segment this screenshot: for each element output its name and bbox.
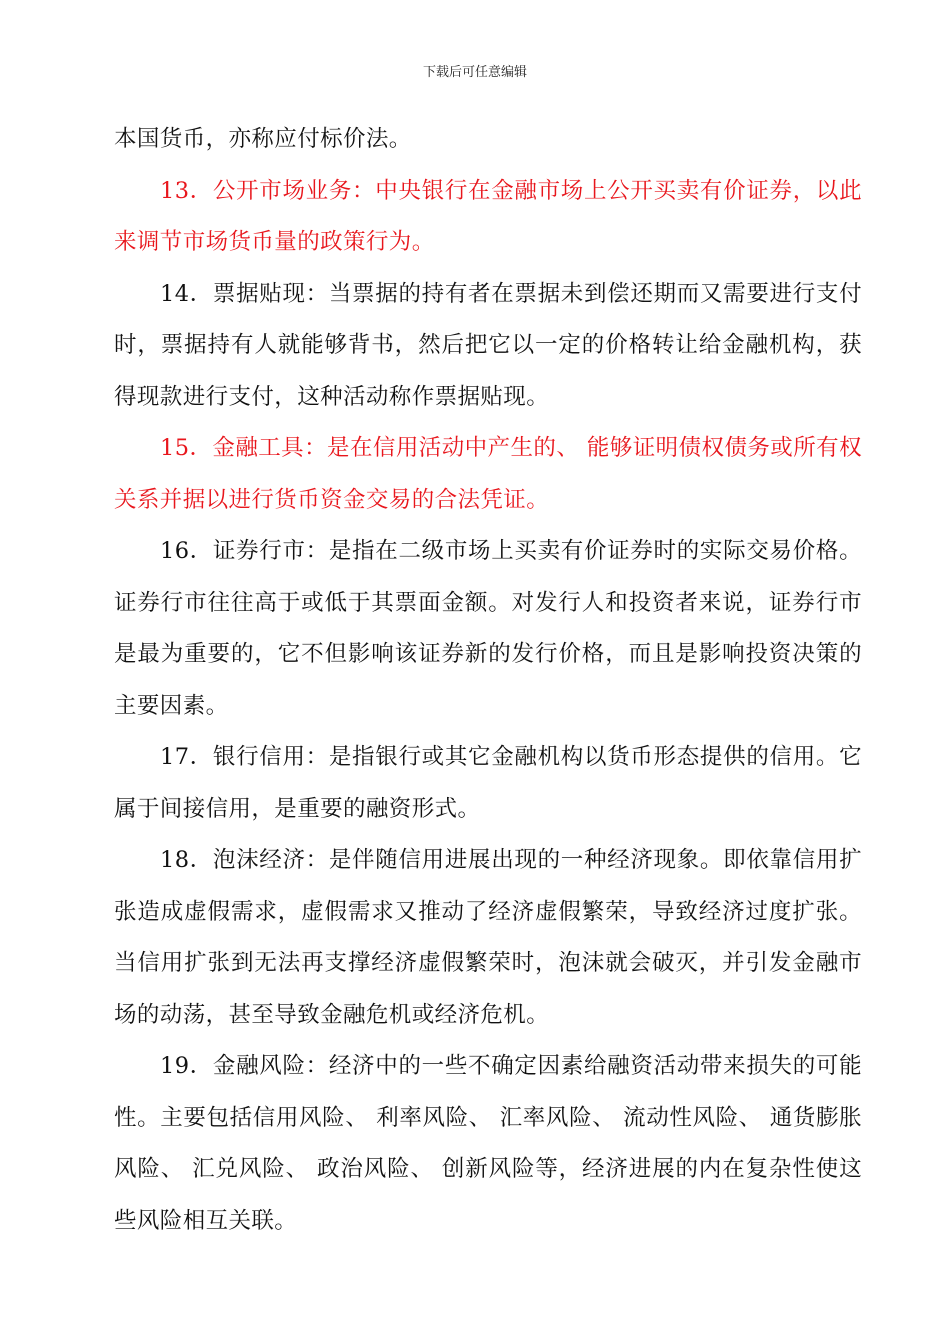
page-header: 下载后可任意编辑 (422, 65, 527, 80)
paragraph-term-14: 14．票据贴现：当票据的持有者在票据未到偿还期而又需要进行支付时，票据持有人就能够背书，然后把它以一定的价格转让给金融机构，获得现款进行支付，这种活动称作票据贴现。 (114, 280, 862, 410)
paragraph-term-19: 19．金融风险：经济中的一些不确定因素给融资活动带来损失的可能性。主要包括信用风险、 利率风险、 汇率风险、 流动性风险、 通货膨胀风险、 汇兑风险、 政治风险、 创新风险等，经济进展的内在复杂性使这些风险相互关联。 (114, 1053, 862, 1234)
paragraph-term-16: 16．证券行市：是指在二级市场上买卖有价证券时的实际交易价格。证券行市往往高于或低于其票面金额。对发行人和投资者来说，证券行市是最为重要的，它不但影响该证券新的发行价格，而且是影响投资决策的主要因素。 (114, 538, 862, 719)
paragraph-term-13: 13．公开市场业务：中央银行在金融市场上公开买卖有价证券，以此来调节市场货币量的政策行为。 (114, 177, 862, 255)
paragraph-term-15: 15．金融工具：是在信用活动中产生的、 能够证明债权债务或所有权关系并据以进行货币资金交易的合法凭证。 (114, 435, 862, 513)
paragraph-term-17: 17．银行信用：是指银行或其它金融机构以货币形态提供的信用。它属于间接信用，是重要的融资形式。 (114, 744, 862, 822)
paragraph-term-18: 18．泡沫经济：是伴随信用进展出现的一种经济现象。即依靠信用扩张造成虚假需求，虚假需求又推动了经济虚假繁荣，导致经济过度扩张。当信用扩张到无法再支撑经济虚假繁荣时，泡沫就会破灭，并引发金融市场的动荡，甚至导致金融危机或经济危机。 (114, 847, 862, 1028)
paragraph-continuation: 本国货币，亦称应付标价法。 (114, 126, 412, 152)
document-body (114, 114, 862, 1247)
